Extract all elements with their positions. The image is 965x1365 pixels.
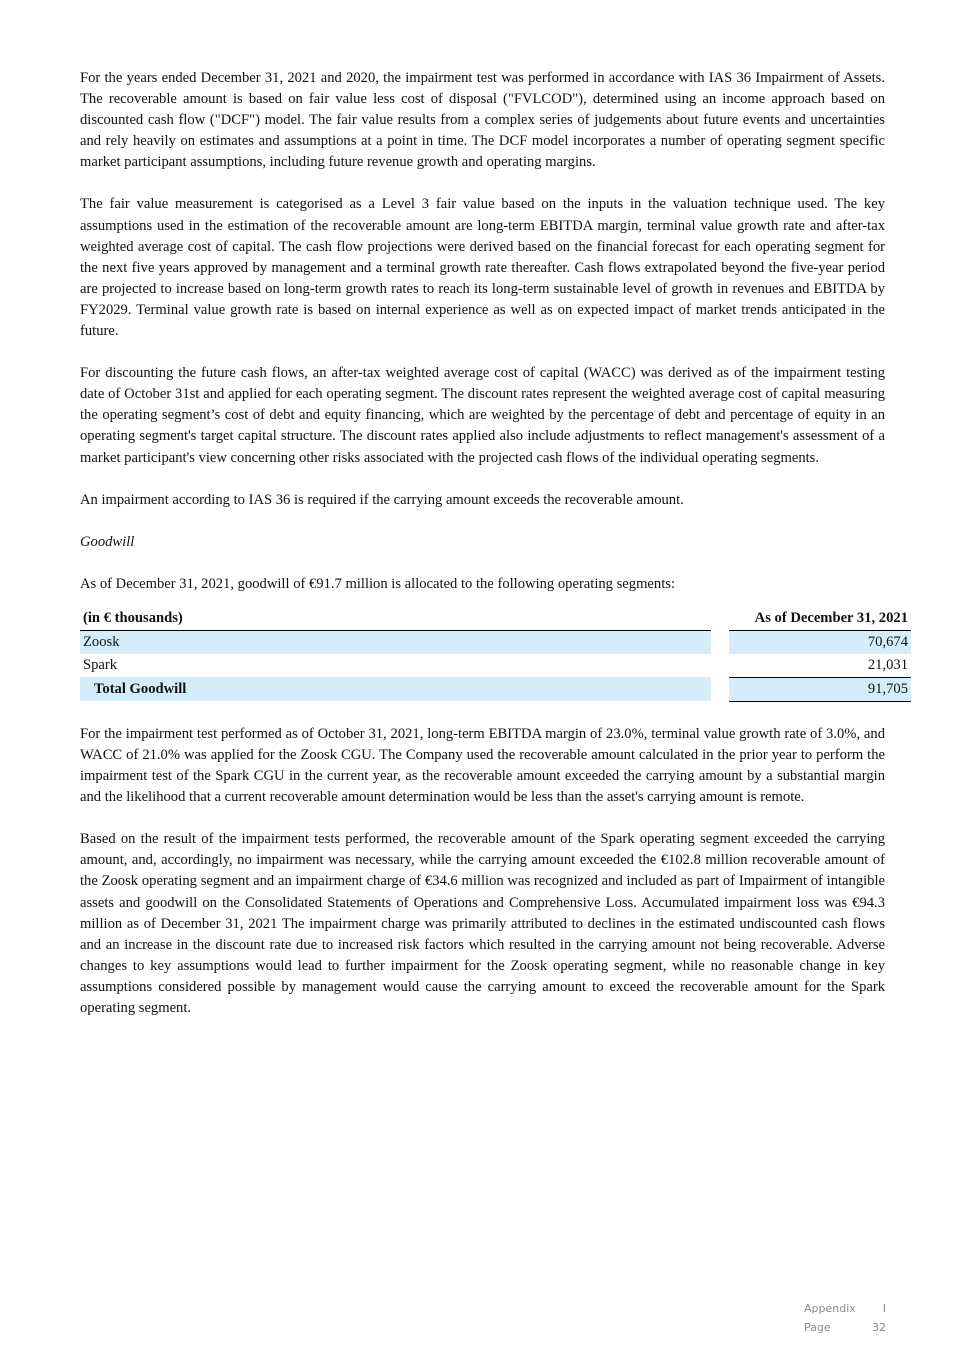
footer-page-number: 32: [872, 1321, 886, 1334]
total-goodwill-label: Total Goodwill: [80, 677, 711, 701]
footer-page: [804, 1318, 886, 1337]
paragraph-goodwill-intro: As of December 31, 2021, goodwill of €91.7 million is allocated to the following operating segments:: [80, 575, 675, 592]
section-heading-goodwill: Goodwill: [80, 533, 135, 550]
page-footer: [804, 1299, 886, 1337]
table-total-row: [80, 677, 911, 701]
footer-page-label: Page: [804, 1321, 831, 1334]
row-label-spark: Spark: [83, 657, 118, 674]
paragraph-impairment-rule: An impairment according to IAS 36 is required if the carrying amount exceeds the recoverable amount.: [80, 491, 684, 508]
footer-appendix-label: Appendix: [804, 1302, 856, 1315]
paragraph-fair-value-measurement: The fair value measurement is categorised as a Level 3 fair value based on the inputs in the valuation technique used. The key assumptions used in the estimation of the recoverable amount are long-term EBITDA margin, terminal value growth rate and after-tax weighted average cost of capital. The cash flow projections were derived based on the financial forecast for each operating segment for the next five years approved by management and a terminal growth rate thereafter. Cash flows extrapolated beyond the five-year period are projected to increase based on long-term growth rates to reach its long-term sustainable level of growth in revenues and EBITDA by FY2029. Terminal value growth rate is based on internal experience as well as on expected impact of market trends anticipated in the future.: [80, 196, 885, 340]
paragraph-zoosk-assumptions: For the impairment test performed as of October 31, 2021, long-term EBITDA margin of 23.0%, terminal value growth rate of 3.0%, and WACC of 21.0% was applied for the Zoosk CGU. The Company used the recoverable amount calculated in the prior year to perform the impairment test of the Spark CGU in the current year, as the recoverable amount exceeded the carrying amount by a substantial margin and the likelihood that a current recoverable amount determination would be less than the asset's carrying amount is remote.: [80, 725, 885, 806]
row-label-zoosk: Zoosk: [80, 630, 711, 654]
footer-appendix-value: I: [882, 1302, 886, 1315]
table-header-date: As of December 31, 2021: [729, 607, 911, 631]
table-row: [80, 654, 911, 678]
document-body: [80, 68, 908, 1040]
footer-appendix: [804, 1299, 886, 1318]
row-value-zoosk: 70,674: [729, 630, 911, 654]
table-header-row: [80, 607, 911, 631]
paragraph-discounting: For discounting the future cash flows, an after-tax weighted average cost of capital (WACC) was derived as of the impairment testing date of October 31st and applied for each operating segment. The discount rates represent the weighted average cost of capital measuring the operating segment’s cost of debt and equity financing, which are weighted by the percentage of debt and percentage of equity in an operating segment's target capital structure. The discount rates applied also include adjustments to reflect management's assessment of a market participant's view concerning other risks associated with the projected cash flows of the individual operating segments.: [80, 365, 885, 466]
table-header-label: (in € thousands): [80, 607, 711, 631]
row-value-spark: 21,031: [729, 654, 911, 678]
total-goodwill-value: 91,705: [729, 677, 911, 701]
paragraph-impairment-results: Based on the result of the impairment tests performed, the recoverable amount of the Spark operating segment exceeded the carrying amount, and, accordingly, no impairment was necessary, while the carrying amount exceeded the €102.8 million recoverable amount of the Zoosk operating segment and an impairment charge of €34.6 million was recognized and included as part of Impairment of intangible assets and goodwill on the Consolidated Statements of Operations and Comprehensive Loss. Accumulated impairment loss was €94.3 million as of December 31, 2021 The impairment charge was primarily attributed to declines in the estimated undiscounted cash flows and an increase in the discount rate due to increased risk factors which resulted in the carrying amount not being recoverable. Adverse changes to key assumptions would lead to further impairment for the Zoosk operating segment, while no reasonable change in key assumptions considered possible by management would cause the carrying amount to exceed the recoverable amount for the Spark operating segment.: [80, 831, 885, 1016]
paragraph-impairment-test: For the years ended December 31, 2021 and 2020, the impairment test was performed in accordance with IAS 36 Impairment of Assets. The recoverable amount is based on fair value less cost of disposal ("FVLCOD"), determined using an income approach based on discounted cash flow ("DCF") model. The fair value results from a complex series of judgements about future events and uncertainties and rely heavily on estimates and assumptions at a point in time. The DCF model incorporates a number of operating segment specific market participant assumptions, including future revenue growth and operating margins.: [80, 70, 885, 171]
goodwill-table: [80, 607, 911, 702]
table-row: [80, 630, 911, 654]
